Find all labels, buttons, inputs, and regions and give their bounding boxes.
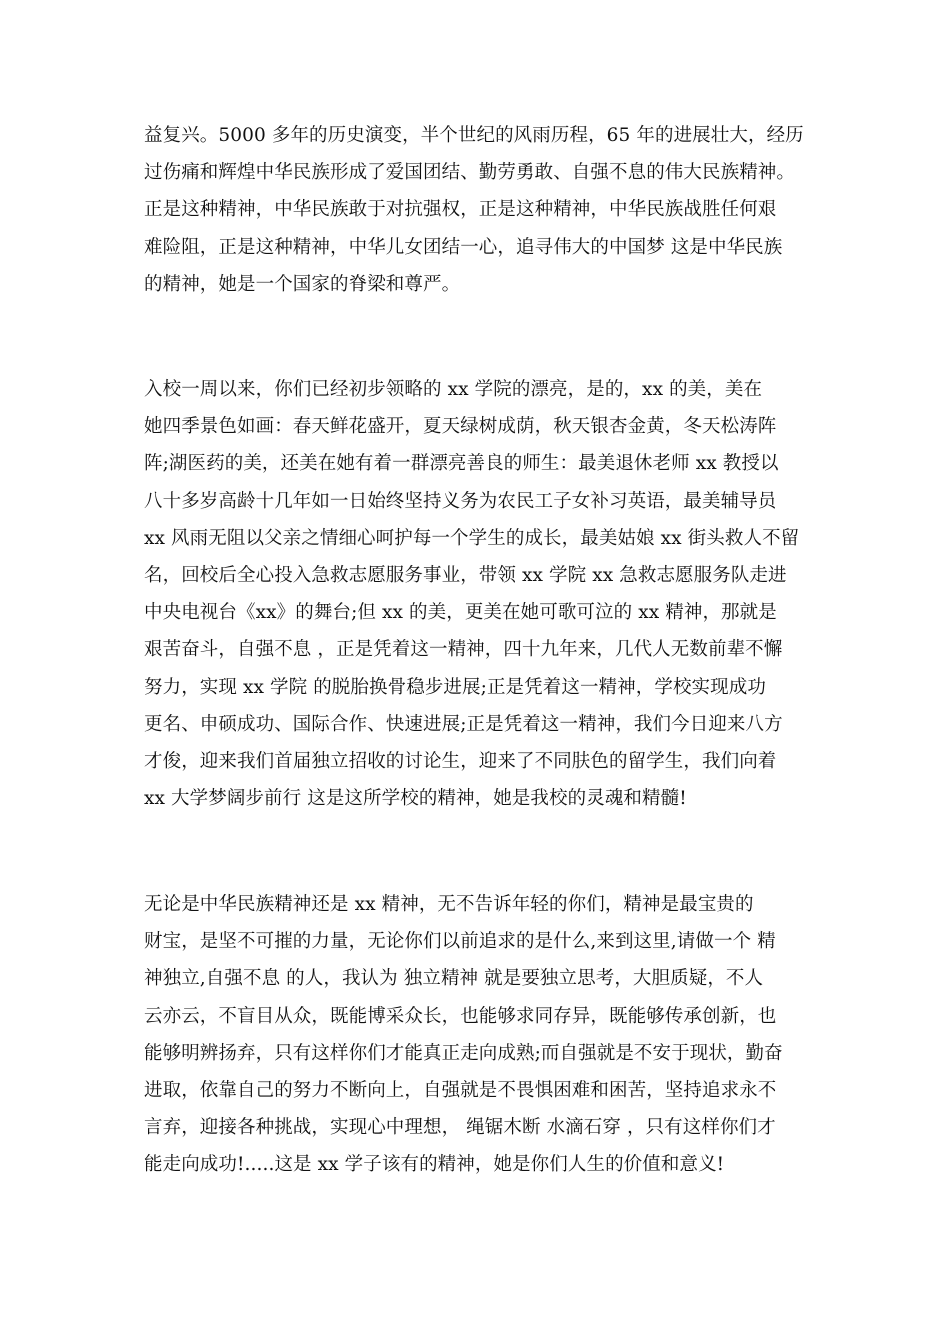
paragraph-line: 过伤痛和辉煌中华民族形成了爱国团结、勤劳勇敢、自强不息的伟大民族精神。: [144, 162, 796, 184]
paragraph-2: [144, 371, 812, 817]
paragraph-1: [144, 117, 812, 303]
paragraph-line: 入校一周以来，你们已经初步领略的 xx 学院的漂亮，是的，xx 的美，美在: [144, 379, 763, 400]
paragraph-line: 益复兴。5000 多年的历史演变，半个世纪的风雨历程，65 年的进展壮大，经历: [144, 125, 804, 146]
paragraph-line: 她四季景色如画：春天鲜花盛开，夏天绿树成荫，秋天银杏金黄，冬天松涛阵: [144, 416, 777, 438]
paragraph-line: 正是这种精神，中华民族敢于对抗强权，正是这种精神，中华民族战胜任何艰: [144, 199, 777, 221]
paragraph-line: 能走向成功!.....这是 xx 学子该有的精神，她是你们人生的价值和意义!: [144, 1154, 725, 1176]
paragraph-3: [144, 886, 812, 1184]
paragraph-line: 才俊，迎来我们首届独立招收的讨论生，迎来了不同肤色的留学生，我们向着: [144, 750, 777, 772]
paragraph-line: 更名、申硕成功、国际合作、快速进展;正是凭着这一精神，我们今日迎来八方: [144, 713, 783, 735]
paragraph-line: 无论是中华民族精神还是 xx 精神，无不告诉年轻的你们，精神是最宝贵的: [144, 894, 754, 915]
paragraph-line: 的精神，她是一个国家的脊梁和尊严。: [144, 273, 461, 295]
paragraph-line: 云亦云，不盲目从众，既能博采众长，也能够求同存异，既能够传承创新，也: [144, 1005, 777, 1027]
paragraph-line: 能够明辨扬弃，只有这样你们才能真正走向成熟;而自强就是不安于现状，勤奋: [144, 1042, 783, 1064]
paragraph-line: xx 风雨无阻以父亲之情细心呵护每一个学生的成长，最美姑娘 xx 街头救人不留: [144, 527, 800, 549]
paragraph-line: 财宝，是坚不可摧的力量，无论你们以前追求的是什么,来到这里,请做一个 精: [144, 931, 776, 953]
paragraph-line: xx 大学梦阔步前行 这是这所学校的精神，她是我校的灵魂和精髓!: [144, 788, 687, 810]
paragraph-line: 言弃，迎接各种挑战，实现心中理想， 绳锯木断 水滴石穿 ，只有这样你们才: [144, 1117, 776, 1139]
paragraph-line: 名，回校后全心投入急救志愿服务事业，带领 xx 学院 xx 急救志愿服务队走进: [144, 564, 787, 586]
paragraph-line: 难险阻，正是这种精神，中华儿女团结一心，追寻伟大的中国梦 这是中华民族: [144, 236, 783, 258]
paragraph-line: 神独立,自强不息 的人，我认为 独立精神 就是要独立思考，大胆质疑，不人: [144, 968, 764, 990]
paragraph-line: 进取，依靠自己的努力不断向上，自强就是不畏惧困难和困苦，坚持追求永不: [144, 1079, 777, 1101]
paragraph-line: 艰苦奋斗，自强不息 ，正是凭着这一精神，四十九年来，几代人无数前辈不懈: [144, 639, 783, 661]
paragraph-line: 八十多岁高龄十几年如一日始终坚持义务为农民工子女补习英语，最美辅导员: [144, 490, 777, 512]
paragraph-line: 努力，实现 xx 学院 的脱胎换骨稳步进展;正是凭着这一精神，学校实现成功: [144, 676, 766, 698]
paragraph-line: 中央电视台《xx》的舞台;但 xx 的美，更美在她可歌可泣的 xx 精神，那就是: [144, 602, 777, 624]
paragraph-line: 阵;湖医药的美，还美在她有着一群漂亮善良的师生：最美退休老师 xx 教授以: [144, 453, 779, 475]
